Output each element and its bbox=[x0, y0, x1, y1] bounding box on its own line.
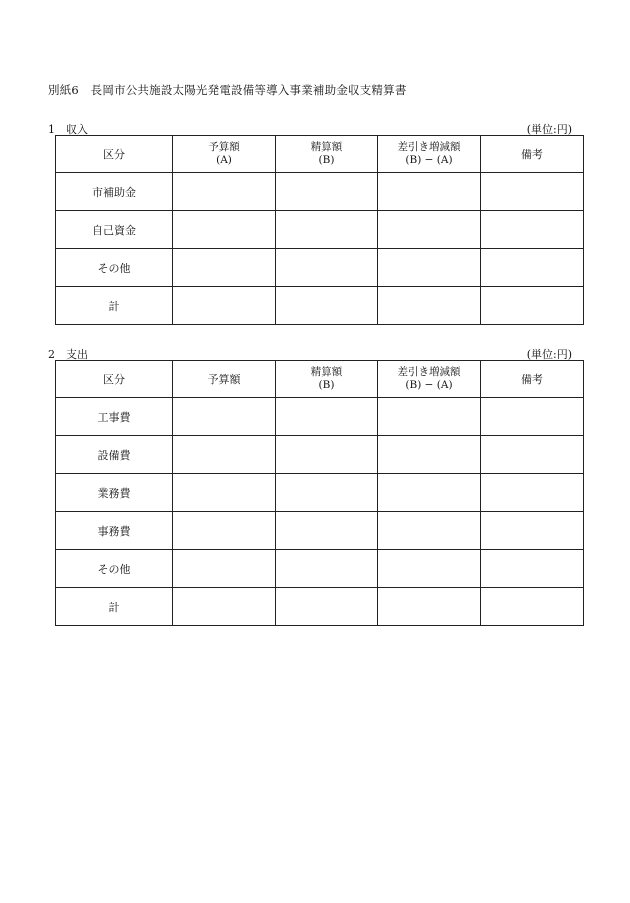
expense-header-diff: 差引き増減額 (B) − (A) bbox=[378, 361, 481, 398]
income-row-label: その他 bbox=[56, 249, 173, 287]
income-diff-cell[interactable] bbox=[378, 211, 481, 249]
income-settled-cell[interactable] bbox=[276, 173, 378, 211]
income-budget-cell[interactable] bbox=[173, 211, 276, 249]
expense-section-number: 2 bbox=[48, 348, 55, 361]
expense-remarks-cell[interactable] bbox=[481, 588, 584, 626]
expense-budget-cell[interactable] bbox=[173, 436, 276, 474]
income-section-title: 収入 bbox=[66, 123, 88, 136]
document-title: 別紙6 長岡市公共施設太陽光発電設備等導入事業補助金収支精算書 bbox=[48, 83, 407, 97]
income-header-row bbox=[56, 136, 584, 173]
expense-header-budget: 予算額 bbox=[173, 361, 276, 398]
expense-diff-cell[interactable] bbox=[378, 588, 481, 626]
income-budget-cell[interactable] bbox=[173, 287, 276, 325]
income-settled-cell[interactable] bbox=[276, 249, 378, 287]
expense-row-label: 設備費 bbox=[56, 436, 173, 474]
income-row-label: 計 bbox=[56, 287, 173, 325]
income-diff-cell[interactable] bbox=[378, 249, 481, 287]
income-row-label: 市補助金 bbox=[56, 173, 173, 211]
income-header-budget: 予算額 (A) bbox=[173, 136, 276, 173]
expense-header-category: 区分 bbox=[56, 361, 173, 398]
income-header-category: 区分 bbox=[56, 136, 173, 173]
table-row bbox=[56, 436, 584, 474]
table-row bbox=[56, 588, 584, 626]
income-budget-cell[interactable] bbox=[173, 249, 276, 287]
expense-budget-cell[interactable] bbox=[173, 588, 276, 626]
income-unit-label: (単位:円) bbox=[526, 123, 572, 136]
income-remarks-cell[interactable] bbox=[481, 287, 584, 325]
table-row bbox=[56, 211, 584, 249]
expense-row-label: 計 bbox=[56, 588, 173, 626]
expense-settled-cell[interactable] bbox=[276, 398, 378, 436]
expense-settled-cell[interactable] bbox=[276, 436, 378, 474]
expense-remarks-cell[interactable] bbox=[481, 550, 584, 588]
expense-table bbox=[55, 360, 584, 626]
income-budget-cell[interactable] bbox=[173, 173, 276, 211]
expense-budget-cell[interactable] bbox=[173, 474, 276, 512]
expense-remarks-cell[interactable] bbox=[481, 398, 584, 436]
income-remarks-cell[interactable] bbox=[481, 211, 584, 249]
expense-header-remarks: 備考 bbox=[481, 361, 584, 398]
income-table bbox=[55, 135, 584, 325]
expense-budget-cell[interactable] bbox=[173, 512, 276, 550]
income-header-settled: 精算額 (B) bbox=[276, 136, 378, 173]
expense-diff-cell[interactable] bbox=[378, 550, 481, 588]
income-remarks-cell[interactable] bbox=[481, 173, 584, 211]
income-section-number: 1 bbox=[48, 123, 55, 136]
income-diff-cell[interactable] bbox=[378, 173, 481, 211]
table-row bbox=[56, 550, 584, 588]
expense-row-label: 業務費 bbox=[56, 474, 173, 512]
expense-row-label: 事務費 bbox=[56, 512, 173, 550]
income-remarks-cell[interactable] bbox=[481, 249, 584, 287]
expense-settled-cell[interactable] bbox=[276, 512, 378, 550]
expense-diff-cell[interactable] bbox=[378, 474, 481, 512]
expense-diff-cell[interactable] bbox=[378, 398, 481, 436]
expense-remarks-cell[interactable] bbox=[481, 512, 584, 550]
income-row-label: 自己資金 bbox=[56, 211, 173, 249]
table-row bbox=[56, 474, 584, 512]
expense-section-title: 支出 bbox=[66, 348, 88, 361]
expense-settled-cell[interactable] bbox=[276, 550, 378, 588]
expense-diff-cell[interactable] bbox=[378, 436, 481, 474]
expense-budget-cell[interactable] bbox=[173, 550, 276, 588]
expense-budget-cell[interactable] bbox=[173, 398, 276, 436]
income-header-diff: 差引き増減額 (B) − (A) bbox=[378, 136, 481, 173]
expense-header-settled: 精算額 (B) bbox=[276, 361, 378, 398]
expense-header-row bbox=[56, 361, 584, 398]
income-settled-cell[interactable] bbox=[276, 287, 378, 325]
table-row bbox=[56, 173, 584, 211]
expense-row-label: その他 bbox=[56, 550, 173, 588]
table-row bbox=[56, 249, 584, 287]
income-settled-cell[interactable] bbox=[276, 211, 378, 249]
table-row bbox=[56, 512, 584, 550]
table-row bbox=[56, 287, 584, 325]
expense-unit-label: (単位:円) bbox=[526, 348, 572, 361]
expense-settled-cell[interactable] bbox=[276, 588, 378, 626]
income-header-remarks: 備考 bbox=[481, 136, 584, 173]
expense-row-label: 工事費 bbox=[56, 398, 173, 436]
expense-diff-cell[interactable] bbox=[378, 512, 481, 550]
income-diff-cell[interactable] bbox=[378, 287, 481, 325]
expense-remarks-cell[interactable] bbox=[481, 436, 584, 474]
expense-remarks-cell[interactable] bbox=[481, 474, 584, 512]
table-row bbox=[56, 398, 584, 436]
expense-settled-cell[interactable] bbox=[276, 474, 378, 512]
